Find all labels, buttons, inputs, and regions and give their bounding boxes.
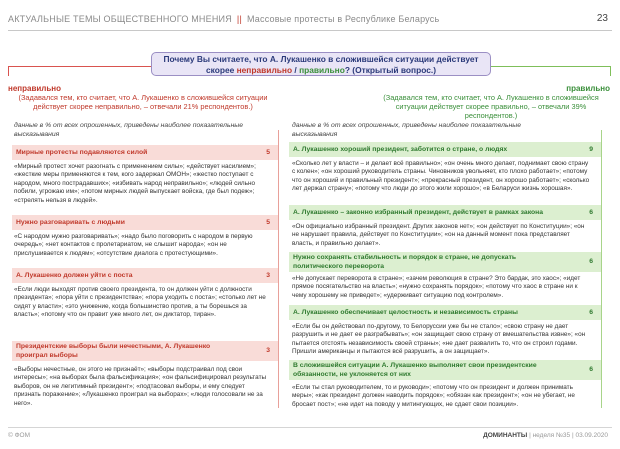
- right-column-title: правильно: [566, 84, 610, 93]
- right-item-bar: [289, 360, 601, 380]
- footer-brand: ДОМИНАНТЫ: [483, 432, 528, 439]
- left-bracket-tick: [8, 66, 9, 76]
- right-item-value: 6: [589, 258, 593, 265]
- left-bracket-line: [8, 66, 151, 67]
- question-slash: /: [292, 65, 300, 75]
- left-item-text: «Если люди выходят против своего президента, то он должен уйти с должности президента»; «пора уйти с президентства»; «пора уходить с поста»; «столько лет не сидят у власти»; «это унижение, когда большинство против, а ты борешься за власть»; «потому что он правит уже много лет, он диктатор, тиран».: [14, 286, 266, 319]
- right-item-bar: [289, 252, 601, 272]
- right-item-text: «Если ты стал руководителем, то и руководи»; «потому что он президент и должен принимать меры»; «как президент должен наводить порядок»; «обязан как президент»; «он не убегает, не бросает пост»; «не идет на поводу у митингующих, не сдает свои позиции».: [292, 384, 575, 408]
- question-line2: [152, 65, 490, 76]
- left-item-value: 5: [266, 219, 270, 226]
- right-item-value: 6: [589, 366, 593, 373]
- footer-issue: [483, 432, 608, 439]
- right-item-value: 6: [589, 209, 593, 216]
- left-item-bar: [12, 341, 278, 361]
- right-bracket-tick: [610, 66, 611, 76]
- right-item-label: А. Лукашенко хороший президент, заботится о стране, о людях: [293, 146, 508, 153]
- right-item-text: «Если бы он действовал по-другому, то Белоруссии уже бы не стало»; «свою страну не дает разрушить и не дает ее разграбывать»; «он защищает свою страну от вмешательства извне»; «он пытается отстоять независимость своей страны»; «не дает развалить то, что он строил годами. Пришли американцы и пытаются всё разрушить, а он защищает».: [292, 323, 586, 356]
- right-column-rule: [601, 130, 602, 408]
- right-item-text: «Он официально избранный президент. Других законов нет»; «он действует по Конституции»; «он не нарушает правила, действует по Конституции»; «он на данный момент пока представляет власть, и правильно делает».: [292, 223, 585, 247]
- left-item-bar: [12, 215, 278, 230]
- left-item-text: «Выборы нечестные, он этого не признаёт»; «выборы подстраивал под свои интересы»; «на выборах была фальсификация»; «он фальсифицировал результаты выборов, он не легитимный президент»; «подтасовал выборы, и ему следует признать поражение»; «Лукашенко проиграл на выборах»; «люди голосовали не за него».: [14, 366, 267, 407]
- left-note: данные в % от всех опрошенных, приведены наиболее показательные высказывания: [14, 122, 244, 138]
- footer-copyright: © ФОМ: [8, 432, 31, 439]
- left-column-title: неправильно: [8, 84, 62, 93]
- header-separator: ||: [236, 14, 242, 24]
- question-wrong: неправильно: [236, 65, 293, 75]
- right-item-bar: [289, 305, 601, 320]
- left-item-label: Нужно разговаривать с людьми: [16, 219, 125, 226]
- question-post: ? (Открытый вопрос.): [344, 65, 437, 75]
- right-item-label: В сложившейся ситуации А. Лукашенко выполняет свои президентские обязанности, не уклоняется от них: [293, 362, 537, 378]
- right-item-label: А. Лукашенко – законно избранный президент, действует в рамках закона: [293, 209, 544, 216]
- question-pre: скорее: [205, 65, 237, 75]
- left-item-value: 3: [266, 272, 270, 279]
- right-item-label: Нужно сохранять стабильность и порядок в стране, не допускать политического переворота: [293, 254, 517, 270]
- right-item-text: «Сколько лет у власти – и делает всё правильно»; «он очень много делает, поднимает свою страну с колен»; «он хороший руководитель страны. Чиновников увольняет, кто плохо работает»; «потому что он хороший и правильный президент»; «прекрасный президент, он хорошо работает»; «сколько лет держал страну»; «потому что люди до этого жили хорошо»; «в Беларуси жизнь хорошая».: [292, 160, 590, 193]
- header-topic: Массовые протесты в Республике Беларусь: [246, 14, 440, 24]
- question-box: [151, 52, 491, 76]
- header-divider: [8, 30, 612, 31]
- right-item-bar: [289, 142, 601, 157]
- left-item-bar: [12, 145, 278, 160]
- left-item-label: Президентские выборы были нечестными, А. Лукашенко проиграл выборы: [16, 343, 211, 359]
- left-item-value: 3: [266, 347, 270, 354]
- left-column-subtitle: (Задавался тем, кто считает, что А. Лукашенко в сложившейся ситуации действует скорее неправильно, – отвечали 21% респондентов.): [18, 93, 268, 111]
- left-item-text: «С народом нужно разговаривать»; «надо было поговорить с народом в первую очередь»; «нет контактов с пролетариатом, не слышит народа»; «он не прислушивается к людям»; «отсутствие диалога с протестующими».: [14, 233, 253, 257]
- left-item-label: А. Лукашенко должен уйти с поста: [16, 272, 133, 279]
- right-bracket-line: [491, 66, 611, 67]
- right-item-value: 6: [589, 309, 593, 316]
- left-item-text: «Мирный протест хочет разогнать с применением силы»; «действует насилием»; «жесткие меры применяются к тем, кого задержал ОМОН»; «жестко поступает с народом, много пострадавших»; «избивать народ неправильно»; «людей сильно побили, угрожаю им»; «потом мирных людей выпускает войска, где был подеж»; «стрелять нельзя в людей».: [14, 163, 256, 204]
- right-item-text: «Не допускает переворота в стране»; «зачем революция в стране? Это бардак, это хаос»; «идет прямое посягательство на власть»; «нужно сохранять порядок»; «потому что хаос в стране ни к чему хорошему не приведет»; «удерживает ситуацию под контролем».: [292, 275, 581, 299]
- left-column-rule: [278, 130, 279, 408]
- left-item-bar: [12, 268, 278, 283]
- right-item-value: 9: [589, 146, 593, 153]
- right-item-label: А. Лукашенко обеспечивает целостность и независимость страны: [293, 309, 518, 316]
- page-header: [8, 14, 439, 24]
- left-item-label: Мирные протесты подавляются силой: [16, 149, 148, 156]
- right-note: данные в % от всех опрошенных, приведены наиболее показательные высказывания: [292, 122, 522, 138]
- footer-issue-text: | неделя №35 | 03.09.2020: [529, 432, 608, 439]
- page-number: 23: [596, 13, 608, 24]
- footer-divider: [8, 427, 612, 428]
- question-right: правильно: [299, 65, 345, 75]
- left-item-value: 5: [266, 149, 270, 156]
- right-item-bar: [289, 205, 601, 220]
- right-column-subtitle: (Задавался тем, кто считает, что А. Лукашенко в сложившейся ситуации действует скорее правильно, – отвечали 39% респондентов.): [383, 93, 599, 120]
- header-section-title: АКТУАЛЬНЫЕ ТЕМЫ ОБЩЕСТВЕННОГО МНЕНИЯ: [8, 14, 232, 24]
- question-line1: Почему Вы считаете, что А. Лукашенко в сложившейся ситуации действует: [163, 54, 479, 64]
